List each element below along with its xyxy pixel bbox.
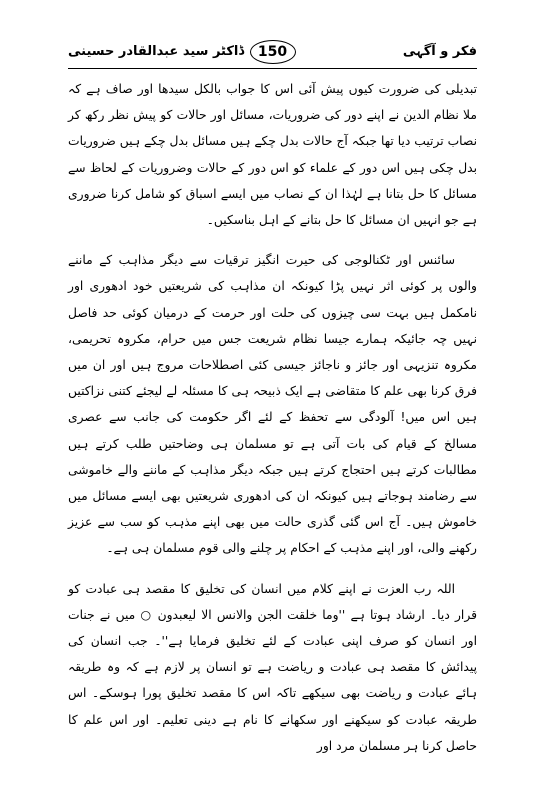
body-text: [68, 76, 477, 773]
author-name: ڈاکٹر سید عبدالقادر حسینی: [68, 44, 245, 59]
paragraph-1: تبدیلی کی ضرورت کیوں پیش آئی اس کا جواب بالکل سیدھا اور صاف ہے کہ ملا نظام الدین نے اپنے دور کی ضروریات، مسائل اور حالات کو پیش نظر رکھ کر نصاب ترتیب دیا تھا جبکہ آج حالات بدل چکے ہیں مسائل بدل چکے ہیں ضروریات بدل چکی ہیں اس دور کے علماء کو اس دور کے حالات وضروریات کے لحاظ سے مسائل کا حل بتانا ہے لہٰذا ان کے نصاب میں ایسے اسباق کو شامل کرنا ضروری ہے جو انہیں ان مسائل کا حل بتانے کے اہل بناسکیں۔: [68, 82, 477, 228]
paragraph-2: سائنس اور ٹکنالوجی کی حیرت انگیز ترقیات سے دیگر مذاہب کے ماننے والوں پر کوئی اثر نہیں پڑا کیونکہ ان مذاہب کی شریعتیں خود ادھوری اور نامکمل ہیں بہت سی چیزوں کی حلت اور حرمت کے درمیان کوئی حد فاصل نہیں چہ جائیکہ ہمارے جیسا نظام شریعت جس میں حرام، مکروہ تحریمی، مکروہ تنزیہی اور جائز و ناجائز جیسی کئی اصطلاحات مروج ہیں اور ان میں فرق کرنا بھی علم کا متقاضی ہے ایک ذبیحہ ہی کا مسئلہ لے لیجئے کتنی نزاکتیں ہیں اس میں! آلودگی سے تحفظ کے لئے اگر حکومت کی جانب سے عصری مسالخ کے قیام کی بات آتی ہے تو مسلمان ہی وضاحتیں طلب کرتے ہیں مطالبات کرتے ہیں احتجاج کرتے ہیں جبکہ دیگر مذاہب کے ماننے والے خاموشی سے رضامند ہوجاتے ہیں کیونکہ ان کی ادھوری شریعتیں بھی ایسے مسائل میں خاموش ہیں۔ آج اس گئی گذری حالت میں بھی اپنے مذہب کو سب سے عزیز رکھنے والی، اور اپنے مذہب کے احکام پر چلنے والی قوم مسلمان ہی ہے۔: [68, 253, 477, 556]
page-header: [68, 40, 477, 66]
page-number: 150: [250, 40, 296, 64]
book-title: فکر و آگہی: [402, 44, 477, 59]
header-divider: [68, 68, 477, 69]
paragraph-3: اللہ رب العزت نے اپنے کلام میں انسان کی تخلیق کا مقصد ہی عبادت کو قرار دیا۔ ارشاد ہوتا ہے ''وما خلقت الجن والانس الا لیعبدون ○ میں نے جنات اور انسان کو صرف اپنی عبادت کے لئے تخلیق فرمایا ہے''۔ جب انسان کی پیدائش کا مقصد ہی عبادت و ریاضت ہے تو انسان پر لازم ہے کہ وہ طریقہ ہائے عبادت و ریاضت بھی سیکھے تاکہ اس کا مقصد تخلیق پورا ہوسکے۔ اس طریقہ عبادت کو سیکھنے اور سکھانے کا نام ہے دینی تعلیم۔ اور اس علم کا حاصل کرنا ہر مسلمان مرد اور: [68, 581, 477, 753]
